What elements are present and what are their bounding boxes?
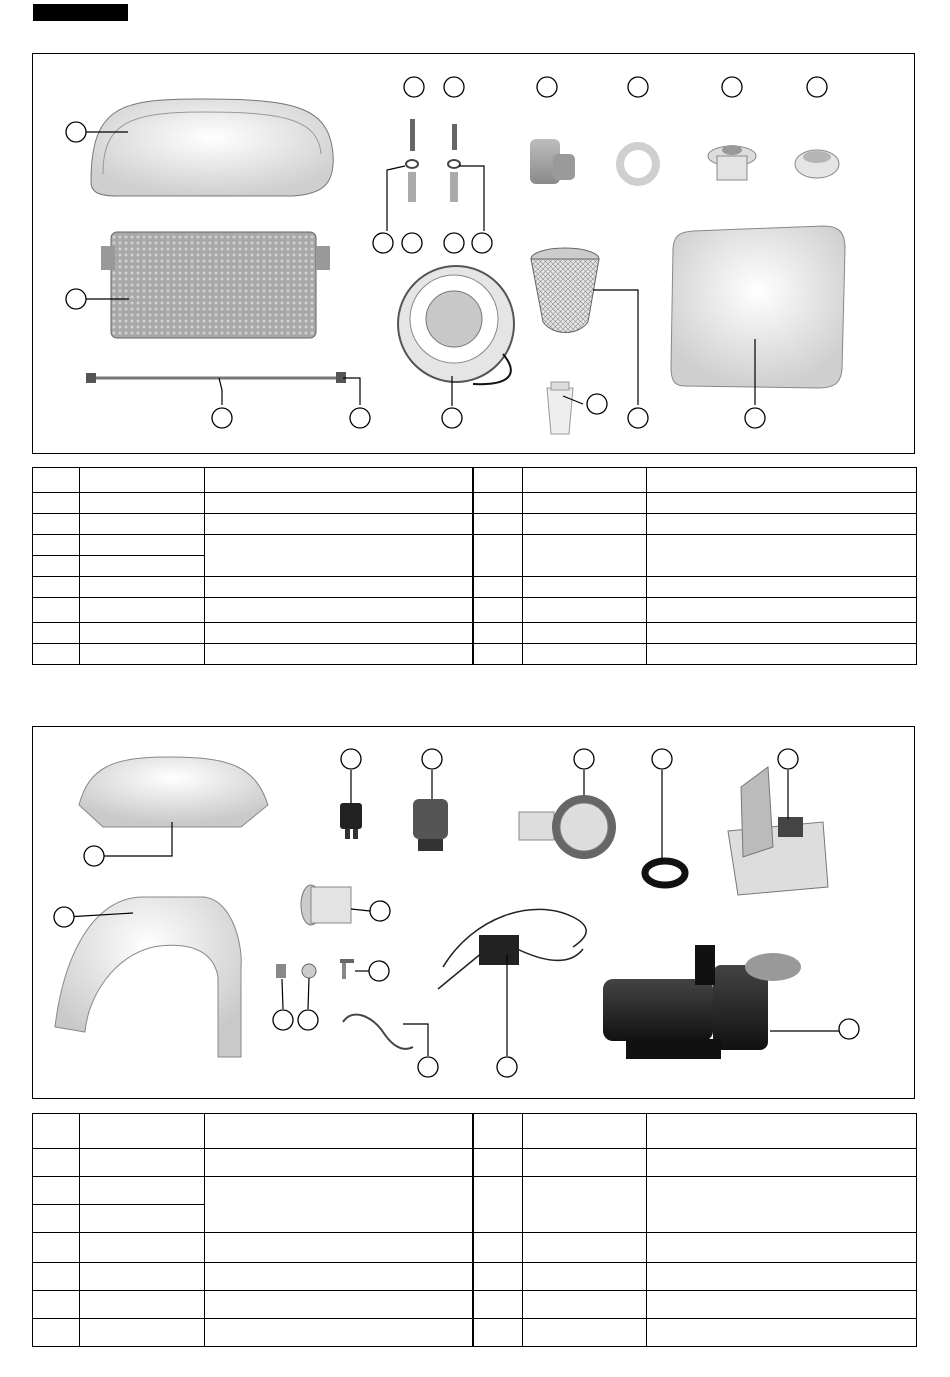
callout-marker [404, 77, 424, 97]
table-cell [80, 1263, 205, 1291]
table-cell [205, 623, 473, 644]
parts-illustration-1 [33, 54, 914, 453]
table-row [33, 577, 917, 598]
callout-marker [839, 1019, 859, 1039]
table-cell [80, 468, 205, 493]
exploded-parts-diagram-1 [32, 53, 915, 454]
suction-fitting-part [519, 795, 616, 859]
table-cell [523, 1233, 647, 1263]
table-cell [523, 493, 647, 514]
table-cell [473, 1263, 523, 1291]
lid-cover-part [671, 226, 845, 388]
table-cell [473, 1177, 523, 1233]
table-row [33, 644, 917, 665]
table-cell [80, 514, 205, 535]
control-box-part [728, 767, 828, 895]
callout-marker [418, 1057, 438, 1077]
plug-adapter-part [340, 803, 362, 839]
section-header-bar [33, 4, 128, 21]
table-cell [523, 1149, 647, 1177]
callout-marker [745, 408, 765, 428]
table-cell [473, 1149, 523, 1177]
table-cell [205, 535, 473, 577]
callout-marker [537, 77, 557, 97]
threaded-rod-part [86, 372, 346, 383]
table-cell [33, 468, 80, 493]
table-cell [80, 1291, 205, 1319]
callout-marker [778, 749, 798, 769]
callout-marker [472, 233, 492, 253]
cover-shell-part [91, 99, 333, 196]
table-cell [33, 1177, 80, 1205]
table-cell [205, 1233, 473, 1263]
callout-marker [587, 394, 607, 414]
table-cell [205, 577, 473, 598]
callout-marker [422, 749, 442, 769]
table-row [33, 598, 917, 623]
gasket-ring-part [645, 861, 685, 885]
spotlight-part [398, 266, 514, 384]
table-cell [80, 493, 205, 514]
table-row [33, 1291, 917, 1319]
callout-marker [444, 77, 464, 97]
table-cell [647, 1319, 917, 1347]
callout-marker [66, 122, 86, 142]
table-cell [647, 577, 917, 598]
table-row [33, 1263, 917, 1291]
table-cell [647, 468, 917, 493]
table-cell [33, 1114, 80, 1149]
table-cell [523, 598, 647, 623]
callout-marker [652, 749, 672, 769]
seal-ring-part [620, 146, 656, 182]
table-cell [33, 623, 80, 644]
table-row [33, 1114, 917, 1149]
table-cell [523, 1263, 647, 1291]
table-cell [80, 598, 205, 623]
callout-marker [370, 901, 390, 921]
table-cell [33, 1263, 80, 1291]
table-row [33, 1149, 917, 1177]
table-cell [647, 644, 917, 665]
table-cell [205, 1319, 473, 1347]
cable-part [343, 1015, 413, 1049]
wall-nozzle-part [301, 885, 351, 925]
table-cell [473, 577, 523, 598]
table-cell [647, 1291, 917, 1319]
table-row [33, 493, 917, 514]
callout-marker [402, 233, 422, 253]
screws-and-plugs-part [406, 119, 460, 202]
table-cell [473, 1233, 523, 1263]
parts-list-table-2 [32, 1113, 917, 1347]
filter-pad-part [101, 232, 330, 338]
pump-motor-part [603, 945, 801, 1059]
table-cell [205, 468, 473, 493]
table-cell [523, 623, 647, 644]
table-cell [523, 514, 647, 535]
table-cell [33, 1291, 80, 1319]
elbow-fitting-part [530, 139, 575, 184]
table-cell [33, 514, 80, 535]
table-cell [647, 1233, 917, 1263]
callout-marker [574, 749, 594, 769]
callout-marker [84, 846, 104, 866]
callout-marker [54, 907, 74, 927]
table-cell [523, 468, 647, 493]
table-cell [80, 644, 205, 665]
callout-marker [628, 77, 648, 97]
table-cell [647, 1114, 917, 1149]
callout-marker [66, 289, 86, 309]
callout-marker [444, 233, 464, 253]
table-cell [80, 1319, 205, 1347]
table-cell [473, 623, 523, 644]
table-cell [80, 1177, 205, 1205]
table-cell [80, 623, 205, 644]
table-cell [473, 598, 523, 623]
table-cell [647, 535, 917, 577]
parts-list-table-1 [32, 467, 917, 665]
table-cell [473, 468, 523, 493]
table-cell [523, 1177, 647, 1233]
transformer-part [438, 909, 586, 989]
table-cell [473, 514, 523, 535]
callout-marker [497, 1057, 517, 1077]
table-cell [33, 535, 80, 556]
callout-marker [273, 1010, 293, 1030]
table-cell [80, 1205, 205, 1233]
callout-marker [373, 233, 393, 253]
table-cell [80, 577, 205, 598]
callout-marker [298, 1010, 318, 1030]
table-cell [647, 623, 917, 644]
exploded-parts-diagram-2 [32, 726, 915, 1099]
table-cell [33, 598, 80, 623]
table-cell [523, 535, 647, 577]
table-cell [523, 577, 647, 598]
callout-marker [807, 77, 827, 97]
table-cell [205, 493, 473, 514]
table-cell [473, 535, 523, 577]
table-cell [33, 1149, 80, 1177]
table-cell [80, 556, 205, 577]
table-cell [523, 644, 647, 665]
table-row [33, 623, 917, 644]
table-cell [473, 1114, 523, 1149]
table-cell [647, 493, 917, 514]
table-row [33, 514, 917, 535]
table-row [33, 535, 917, 556]
skimmer-body-part [55, 897, 241, 1057]
table-cell [473, 493, 523, 514]
skimmer-basket-part [531, 248, 599, 333]
table-row [33, 1177, 917, 1205]
table-cell [205, 598, 473, 623]
union-valve-part [413, 799, 448, 851]
nozzle-cap-part [795, 150, 839, 178]
parts-illustration-2 [33, 727, 914, 1098]
table-cell [205, 644, 473, 665]
table-row [33, 468, 917, 493]
table-cell [523, 1291, 647, 1319]
table-cell [33, 493, 80, 514]
flange-fitting-part [708, 145, 756, 180]
table-cell [80, 535, 205, 556]
table-cell [33, 556, 80, 577]
table-cell [473, 644, 523, 665]
skimmer-top-cover-part [79, 757, 268, 827]
table-cell [205, 1114, 473, 1149]
table-cell [80, 1233, 205, 1263]
table-cell [647, 1177, 917, 1233]
table-cell [205, 514, 473, 535]
table-cell [80, 1149, 205, 1177]
callout-marker [722, 77, 742, 97]
table-cell [473, 1319, 523, 1347]
table-cell [205, 1263, 473, 1291]
table-cell [205, 1149, 473, 1177]
callout-marker [369, 961, 389, 981]
table-cell [33, 1233, 80, 1263]
table-cell [523, 1114, 647, 1149]
callout-marker [212, 408, 232, 428]
callout-marker [628, 408, 648, 428]
table-cell [647, 1149, 917, 1177]
table-cell [523, 1319, 647, 1347]
table-cell [473, 1291, 523, 1319]
callout-marker [350, 408, 370, 428]
callout-marker [341, 749, 361, 769]
table-row [33, 1319, 917, 1347]
table-cell [647, 1263, 917, 1291]
table-cell [80, 1114, 205, 1149]
table-cell [647, 598, 917, 623]
table-cell [33, 1319, 80, 1347]
table-cell [205, 1291, 473, 1319]
table-cell [33, 1205, 80, 1233]
table-row [33, 1233, 917, 1263]
callout-marker [442, 408, 462, 428]
nut-and-screw-part [276, 959, 354, 979]
table-cell [33, 577, 80, 598]
pin-clip-part [547, 382, 573, 434]
table-cell [33, 644, 80, 665]
table-cell [647, 514, 917, 535]
table-cell [205, 1177, 473, 1233]
